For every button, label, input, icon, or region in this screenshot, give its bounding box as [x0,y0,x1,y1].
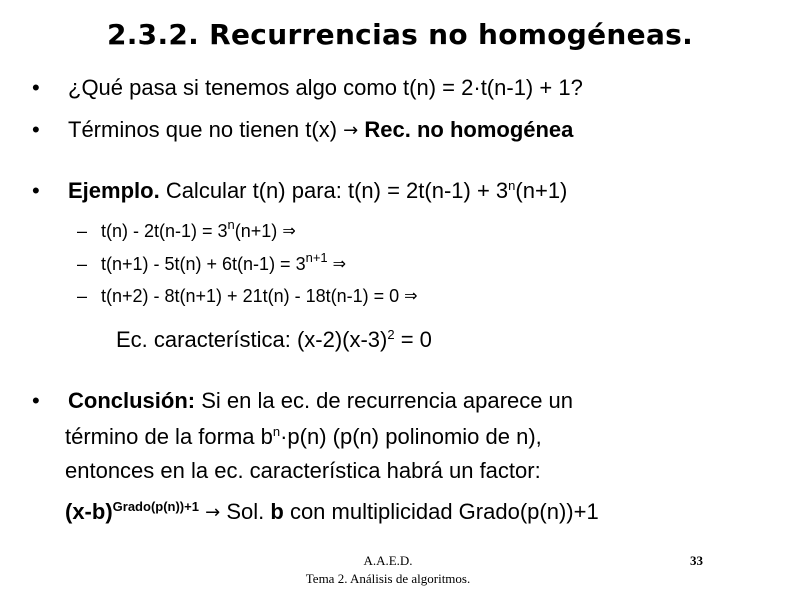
solution-multiplicity: con multiplicidad Grado(p(n))+1 [289,499,599,524]
bullet-nonhomogeneous [0,117,573,143]
solution-label: Sol. [226,499,265,524]
conclusion-line-2-tail: ·p(n) (p(n) polinomio de n), [280,424,542,449]
bullet-marker: • [32,178,40,203]
conclusion-line-1: Si en la ec. de recurrencia aparece un [201,388,574,413]
footer-topic: Tema 2. Análisis de algoritmos. [305,571,471,586]
step-3-text: t(n+2) - 8t(n+1) + 21t(n) - 18t(n-1) = 0 [101,286,400,306]
step-1-exponent: n [227,217,235,232]
dash-marker: – [77,254,88,274]
dash-marker: – [77,286,88,306]
dash-marker: – [77,221,88,241]
characteristic-exponent: 2 [387,327,395,342]
conclusion-line-3: entonces en la ec. característica habrá un factor: [65,458,541,483]
conclusion-line-4-row [65,499,599,525]
step-2 [77,250,347,275]
factor-expression: (x-b) [65,499,113,524]
characteristic-text: Ec. característica: (x-2)(x-3) [116,327,388,352]
step-1 [77,217,296,242]
bullet-marker: • [32,388,40,413]
bullet-example [0,178,567,204]
implies-icon: ⇒ [404,286,418,305]
footer-course: A.A.E.D. [363,553,413,568]
bullet-marker: • [32,75,40,100]
bullet-conclusion [0,388,573,414]
step-2-text: t(n+1) - 5t(n) + 6t(n-1) = 3 [101,254,306,274]
factor-exponent: Grado(p(n))+1 [112,499,199,514]
conclusion-line-2-row [65,424,542,450]
bullet-nonhomogeneous-text: Términos que no tienen t(x) [68,117,338,142]
bullet-question-text: ¿Qué pasa si tenemos algo como t(n) = 2·t(n-1) + 1? [68,75,583,100]
solution-b: b [270,499,284,524]
conclusion-line-2-exponent: n [272,424,281,439]
page-number: 33 [690,553,703,568]
conclusion-line-2: término de la forma b [65,424,273,449]
step-3 [77,286,418,307]
characteristic-equation [116,327,432,353]
example-text-tail: (n+1) [515,178,568,203]
slide-title: 2.3.2. Recurrencias no homogéneas. [106,18,694,51]
conclusion-line-3-row [65,458,541,484]
step-1-text: t(n) - 2t(n-1) = 3 [101,221,228,241]
step-2-exponent: n+1 [305,250,328,265]
nonhomogeneous-label: Rec. no homogénea [364,117,574,142]
characteristic-tail: = 0 [394,327,432,352]
right-arrow-icon: → [205,502,221,523]
conclusion-label: Conclusión: [68,388,196,413]
bullet-question [0,75,583,101]
implies-icon: ⇒ [332,254,347,273]
example-exponent: n [508,178,516,193]
step-1-tail: (n+1) [234,221,278,241]
bullet-marker: • [32,117,40,142]
implies-icon: ⇒ [282,221,296,240]
example-text: Calcular t(n) para: t(n) = 2t(n-1) + 3 [165,178,509,203]
example-label: Ejemplo. [68,178,160,203]
right-arrow-icon: → [343,120,359,141]
